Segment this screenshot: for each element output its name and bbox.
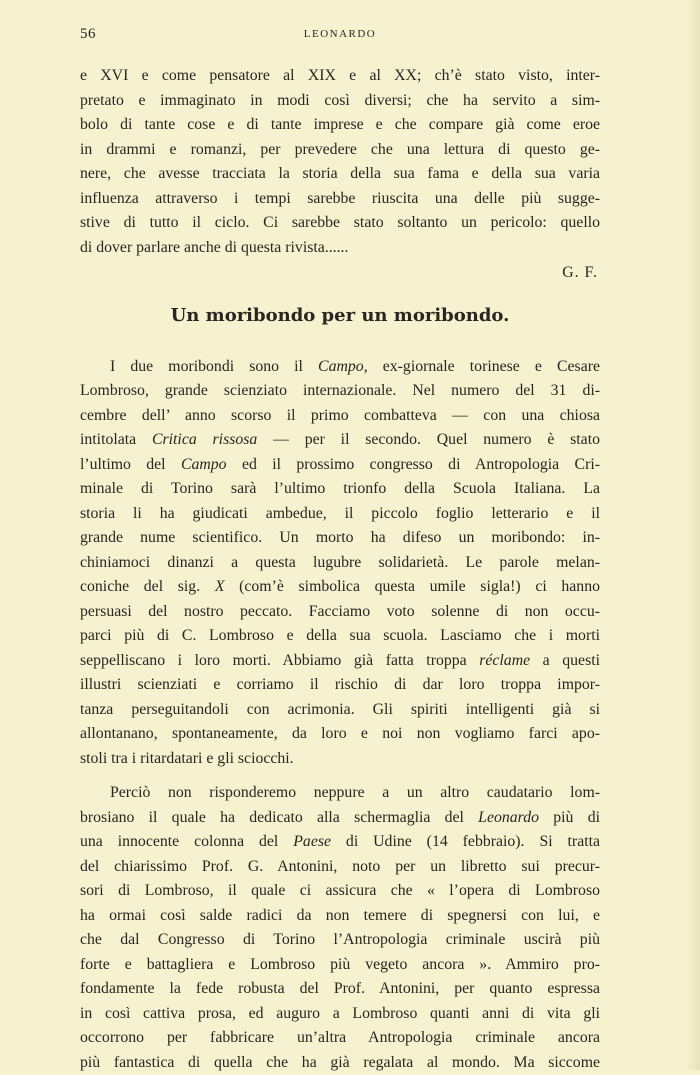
text-line: cembre dell’ anno scorso il primo combatteva — con una chiosa	[80, 406, 600, 424]
text-line: forte e battagliera e Lombroso più vegeto ancora ». Ammiro pro-	[80, 955, 600, 973]
paragraph-2	[80, 781, 600, 1075]
text-line: influenza attraverso i tempi sarebbe riuscita una delle più sugge-	[80, 189, 600, 207]
text-line: in così cattiva prosa, ed auguro a Lombroso quanti anni di vita gli	[80, 1004, 600, 1022]
page-number: 56	[80, 26, 96, 42]
text-line: nere, che avesse tracciata la storia della sua fama e della sua varia	[80, 165, 600, 182]
text-line: illustri scienziati e corriamo il rischio di dar loro troppa impor-	[80, 676, 600, 694]
intro-paragraph	[80, 64, 600, 260]
text-line: ha ormai così salde radici da non temere di spegnersi con lui, e	[80, 906, 600, 924]
running-head: LEONARDO	[303, 28, 377, 40]
text-block	[80, 64, 600, 1075]
text-line: una innocente colonna del Paese di Udine (14 febbraio). Si tratta	[80, 833, 600, 851]
paragraph-1	[80, 355, 600, 772]
text-line: brosiano il quale ha dedicato alla schermaglia del Leonardo più di	[80, 808, 600, 826]
text-line: parci più di C. Lombroso e della sua scuola. Lasciamo che i morti	[80, 627, 600, 645]
text-line: occorrono per fabbricare un’altra Antropologia criminale ancora	[80, 1029, 600, 1047]
author-signature: G. F.	[562, 264, 598, 281]
text-line: Lombroso, grande scienziato internazionale. Nel numero del 31 di-	[80, 382, 600, 400]
text-line: storia li ha giudicati ambedue, il piccolo foglio letterario e il	[80, 504, 600, 522]
text-line: Perciò non risponderemo neppure a un altro caudatario lom-	[110, 784, 600, 802]
text-line: fondamente la fede robusta del Prof. Antonini, per quanto espressa	[80, 980, 600, 998]
text-line: sori di Lombroso, il quale ci assicura che « l’opera di Lombroso	[80, 882, 600, 900]
page-header	[80, 26, 600, 46]
text-line: allontanano, spontaneamente, da loro e noi non vogliamo farci apo-	[80, 725, 600, 743]
text-line: seppelliscano i loro morti. Abbiamo già fatta troppa réclame a questi	[80, 651, 600, 669]
text-line: intitolata Critica rissosa — per il secondo. Quel numero è stato	[80, 431, 600, 449]
text-line: e XVI e come pensatore al XIX e al XX; ch’è stato visto, inter-	[80, 67, 600, 84]
page-edge	[686, 0, 700, 1070]
text-line: minale di Torino sarà l’ultimo trionfo della Scuola Italiana. La	[80, 480, 600, 498]
text-line: tanza perseguitandoli con acrimonia. Gli spiriti intelligenti già si	[80, 700, 600, 718]
section-title: Un moribondo per un moribondo.	[170, 305, 510, 326]
text-line: di dover parlare anche di questa rivista......	[80, 238, 349, 256]
text-line: grande nume scientifico. Un morto ha difeso un moribondo: in-	[80, 529, 600, 547]
text-line: coniche del sig. X (com’è simbolica questa umile sigla!) ci hanno	[80, 578, 600, 596]
text-line: stive di tutto il ciclo. Ci sarebbe stato soltanto un pericolo: quello	[80, 214, 600, 231]
text-line: del chiarissimo Prof. G. Antonini, noto per un libretto sui precur-	[80, 857, 600, 875]
text-line: l’ultimo del Campo ed il prossimo congresso di Antropologia Cri-	[80, 455, 601, 473]
text-line: chiniamoci dinanzi a questa lugubre solidarietà. Le parole melan-	[80, 553, 600, 571]
text-line: pretato e immaginato in modi così diversi; che ha servito a sim-	[80, 91, 600, 109]
text-line: bolo di tante cose e di tante imprese e che compare già come eroe	[80, 116, 600, 133]
text-line: che dal Congresso di Torino l’Antropologia criminale uscirà più	[80, 931, 600, 949]
text-line: I due moribondi sono il Campo, ex-giornale torinese e Cesare	[110, 357, 600, 375]
text-line: più fantastica di quella che ha già regalata al mondo. Ma siccome	[80, 1053, 600, 1071]
text-line: in drammi e romanzi, per prevedere che una lettura di questo ge-	[80, 140, 600, 158]
text-line: persuasi del nostro peccato. Facciamo voto solenne di non occu-	[80, 602, 600, 620]
text-line: stoli tra i ritardatari e gli sciocchi.	[80, 749, 294, 767]
